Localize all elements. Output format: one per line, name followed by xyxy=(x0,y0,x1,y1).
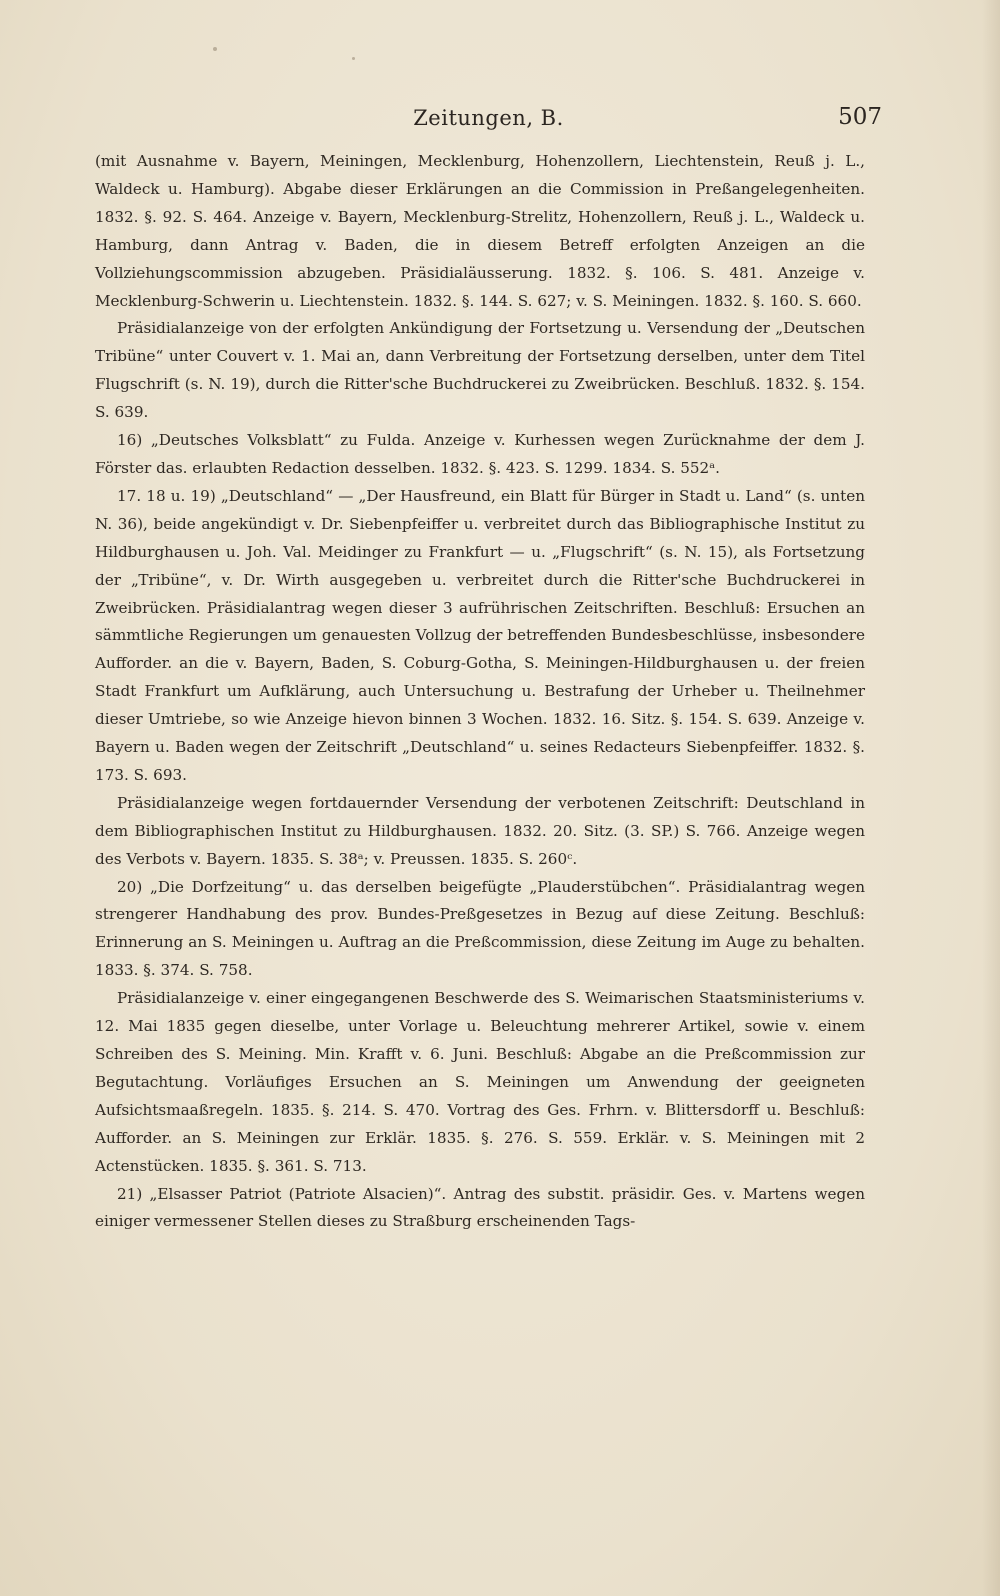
entry-21: 21) „Elsasser Patriot (Patriote Alsacien)“. Antrag des substit. präsidir. Ges. v. Martens wegen einiger vermessener Stellen dieses zu Straßburg erscheinenden Tags- xyxy=(95,1184,865,1231)
paragraph: Präsidialanzeige v. einer eingegangenen Beschwerde des S. Weimarischen Staatsministeriums v. 12. Mai 1835 gegen dieselbe, unter Vorlage u. Beleuchtung mehrerer Artikel, sowie v. einem Schreiben des S. Meining. Min. Krafft v. 6. Juni. Beschluß: Abgabe an die Preßcommission zur Begutachtung. Vorläufiges Ersuchen an S. Meiningen um Anwendung der geeigneten Aufsichtsmaaßregeln. 1835. §. 214. S. 470. Vortrag des Ges. Frhrn. v. Blittersdorff u. Beschluß: Aufforder. an S. Meiningen zur Erklär. 1835. §. 276. S. 559. Erklär. v. S. Meiningen mit 2 Actenstücken. 1835. §. 361. S. 713. xyxy=(95,989,865,1175)
paper-speck xyxy=(213,47,217,51)
page-header xyxy=(95,100,882,140)
paper-speck xyxy=(352,57,355,60)
page-number: 507 xyxy=(838,104,882,130)
paragraph-continued: (mit Ausnahme v. Bayern, Meiningen, Mecklenburg, Hohenzollern, Liechtenstein, Reuß j. L., Waldeck u. Hamburg). Abgabe dieser Erklärungen an die Commission in Preßangelegenheiten. 1832. §. 92. S. 464. Anzeige v. Bayern, Mecklenburg-Strelitz, Hohenzollern, Reuß j. L., Waldeck u. Hamburg, dann Antrag v. Baden, die in diesem Betreff erfolgten Anzeigen an die Vollziehungscommission abzugeben. Präsidialäusserung. 1832. §. 106. S. 481. Anzeige v. Mecklenburg-Schwerin u. Liechtenstein. 1832. §. 144. S. 627; v. S. Meiningen. 1832. §. 160. S. 660. xyxy=(95,152,865,310)
page-body xyxy=(95,148,865,1236)
paragraph: Präsidialanzeige wegen fortdauernder Versendung der verbotenen Zeitschrift: Deutschland in dem Bibliographischen Institut zu Hildburghausen. 1832. 20. Sitz. (3. SP.) S. 766. Anzeige wegen des Verbots v. Bayern. 1835. S. 38ᵃ; v. Preussen. 1835. S. 260ᶜ. xyxy=(95,793,865,868)
entry-20: 20) „Die Dorfzeitung“ u. das derselben beigefügte „Plauderstübchen“. Präsidialantrag wegen strengerer Handhabung des prov. Bundes-Preßgesetzes in Bezug auf diese Zeitung. Beschluß: Erinnerung an S. Meiningen u. Auftrag an die Preßcommission, diese Zeitung im Auge zu behalten. 1833. §. 374. S. 758. xyxy=(95,877,865,980)
entry-16: 16) „Deutsches Volksblatt“ zu Fulda. Anzeige v. Kurhessen wegen Zurücknahme der dem J. Förster das. erlaubten Redaction desselben. 1832. §. 423. S. 1299. 1834. S. 552ᵃ. xyxy=(95,431,865,477)
paragraph: Präsidialanzeige von der erfolgten Ankündigung der Fortsetzung u. Versendung der „Deutschen Tribüne“ unter Couvert v. 1. Mai an, dann Verbreitung der Fortsetzung derselben, unter dem Titel Flugschrift (s. N. 19), durch die Ritter'sche Buchdruckerei zu Zweibrücken. Beschluß. 1832. §. 154. S. 639. xyxy=(95,319,865,422)
running-title: Zeitungen, B. xyxy=(413,106,564,130)
entry-17-19: 17. 18 u. 19) „Deutschland“ — „Der Hausfreund, ein Blatt für Bürger in Stadt u. Land“ (s. unten N. 36), beide angekündigt v. Dr. Siebenpfeiffer u. verbreitet durch das Bibliographische Institut zu Hildburghausen u. Joh. Val. Meidinger zu Frankfurt — u. „Flugschrift“ (s. N. 15), als Fortsetzung der „Tribüne“, v. Dr. Wirth ausgegeben u. verbreitet durch die Ritter'sche Buchdruckerei in Zweibrücken. Präsidialantrag wegen dieser 3 aufrührischen Zeitschriften. Beschluß: Ersuchen an sämmtliche Regierungen um genauesten Vollzug der betreffenden Bundesbeschlüsse, insbesondere Aufforder. an die v. Bayern, Baden, S. Coburg-Gotha, S. Meiningen-Hildburghausen u. der freien Stadt Frankfurt um Aufklärung, auch Untersuchung u. Bestrafung der Urheber u. Theilnehmer dieser Umtriebe, so wie Anzeige hievon binnen 3 Wochen. 1832. 16. Sitz. §. 154. S. 639. Anzeige v. Bayern u. Baden wegen der Zeitschrift „Deutschland“ u. seines Redacteurs Siebenpfeiffer. 1832. §. 173. S. 693. xyxy=(95,486,865,784)
